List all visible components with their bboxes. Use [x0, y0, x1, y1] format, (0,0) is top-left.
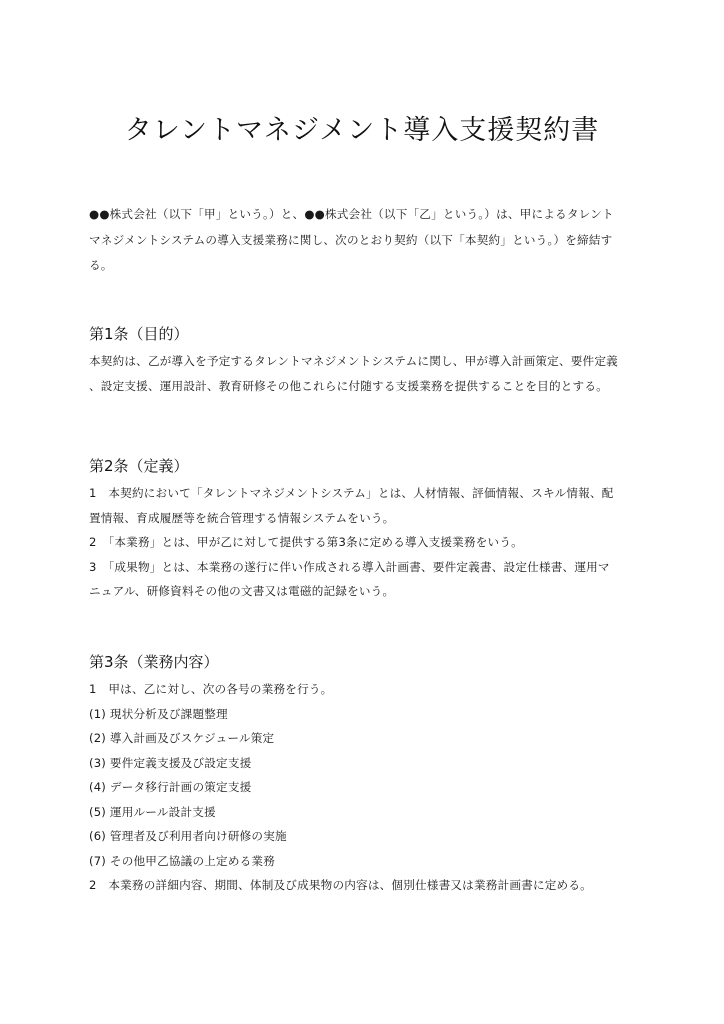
article-1-line: 、設定支援、運用設計、教育研修その他これらに付随する支援業務を提供することを目的とする。 — [89, 379, 608, 393]
article-3-heading: 第3条（業務内容） — [89, 653, 219, 671]
article-2-line: 2 「本業務」とは、甲が乙に対して提供する第3条に定める導入支援業務をいう。 — [89, 535, 523, 549]
article-3-item: (4) データ移行計画の策定支援 — [89, 780, 252, 794]
document-title: タレントマネジメント導入支援契約書 — [124, 115, 600, 146]
article-3-item: (6) 管理者及び利用者向け研修の実施 — [89, 829, 287, 843]
article-2-line: 3 「成果物」とは、本業務の遂行に伴い作成される導入計画書、要件定義書、設定仕様書、運用マ — [89, 560, 610, 574]
article-3-item: (7) その他甲乙協議の上定める業務 — [89, 854, 276, 868]
article-2-heading: 第2条（定義） — [89, 457, 189, 475]
article-2-line: 置情報、育成履歴等を統合管理する情報システムをいう。 — [89, 511, 395, 525]
article-1-heading: 第1条（目的） — [89, 325, 189, 343]
article-2-line: ニュアル、研修資料その他の文書又は電磁的記録をいう。 — [89, 584, 395, 598]
article-1-line: 本契約は、乙が導入を予定するタレントマネジメントシステムに関し、甲が導入計画策定、要件定義 — [89, 354, 618, 368]
article-3-item: (3) 要件定義支援及び設定支援 — [89, 756, 252, 770]
article-3-item: (1) 現状分析及び課題整理 — [89, 707, 228, 721]
article-3-item: (2) 導入計画及びスケジュール策定 — [89, 731, 275, 745]
article-3-item: (5) 運用ルール設計支援 — [89, 805, 216, 819]
preamble-line: ●●株式会社（以下「甲」という。）と、●●株式会社（以下「乙」という。）は、甲によるタレント — [89, 207, 614, 221]
preamble-line: る。 — [89, 258, 113, 272]
article-3-line: 1 甲は、乙に対し、次の各号の業務を行う。 — [89, 682, 333, 696]
article-3-line: 2 本業務の詳細内容、期間、体制及び成果物の内容は、個別仕様書又は業務計画書に定める。 — [89, 878, 592, 892]
preamble-line: マネジメントシステムの導入支援業務に関し、次のとおり契約（以下「本契約」という。）を締結す — [89, 233, 613, 247]
article-2-line: 1 本契約において「タレントマネジメントシステム」とは、人材情報、評価情報、スキル情報、配 — [89, 486, 614, 500]
